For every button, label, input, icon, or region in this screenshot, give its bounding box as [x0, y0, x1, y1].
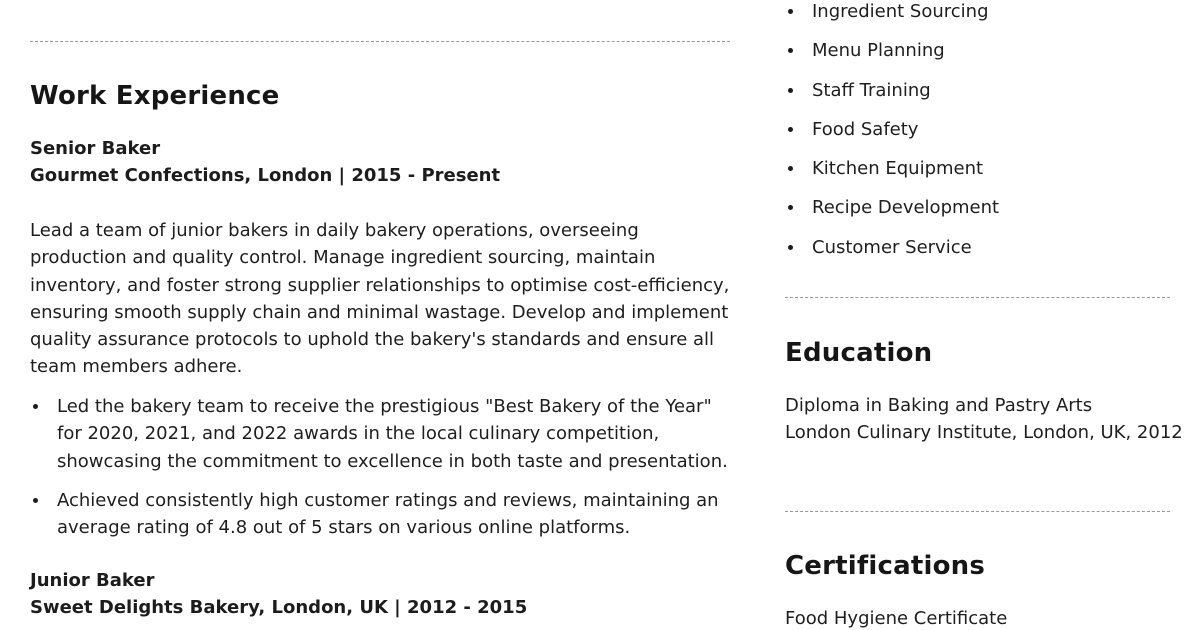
skill-item: Ingredient Sourcing: [785, 0, 999, 31]
job-title: Junior Baker: [30, 570, 155, 591]
achievement-item: Achieved consistently high customer ratings and reviews, maintaining an average rating of 4.8 out of 5 stars on various online platforms.: [30, 487, 730, 542]
certification-item: Food Hygiene Certificate: [785, 608, 1008, 629]
certifications-heading: Certifications: [785, 551, 986, 581]
education-heading: Education: [785, 338, 933, 368]
achievement-list: [30, 393, 730, 541]
achievement-item: Led the bakery team to receive the prestigious "Best Bakery of the Year" for 2020, 2021, and 2022 awards in the local culinary competition, showcasing the commitment to excellence in both taste and presentation.: [30, 393, 730, 475]
clipped-previous-line: [30, 0, 36, 4]
skill-item: Menu Planning: [785, 31, 999, 70]
job-company-line: Sweet Delights Bakery, London, UK | 2012 - 2015: [30, 597, 528, 618]
skill-item: Recipe Development: [785, 188, 999, 227]
education-institution: London Culinary Institute, London, UK, 2012: [785, 422, 1183, 443]
skill-item: Kitchen Equipment: [785, 149, 999, 188]
skills-list: [785, 0, 999, 267]
work-experience-heading: Work Experience: [30, 81, 280, 111]
section-divider: [785, 511, 1170, 512]
job-title: Senior Baker: [30, 138, 161, 159]
education-degree: Diploma in Baking and Pastry Arts: [785, 395, 1093, 416]
skill-item: Customer Service: [785, 228, 999, 267]
job-description: Lead a team of junior bakers in daily bakery operations, overseeing production and quality control. Manage ingredient sourcing, maintain inventory, and foster strong supplier relationships to optimise cost-efficiency, ensuring smooth supply chain and minimal wastage. Develop and implement quality assurance protocols to uphold the bakery's standards and ensure all team members adhere.: [30, 220, 730, 378]
job-company-line: Gourmet Confections, London | 2015 - Present: [30, 165, 501, 186]
section-divider: [785, 297, 1170, 298]
skill-item: Staff Training: [785, 71, 999, 110]
section-divider: [30, 41, 730, 42]
skill-item: Food Safety: [785, 110, 999, 149]
